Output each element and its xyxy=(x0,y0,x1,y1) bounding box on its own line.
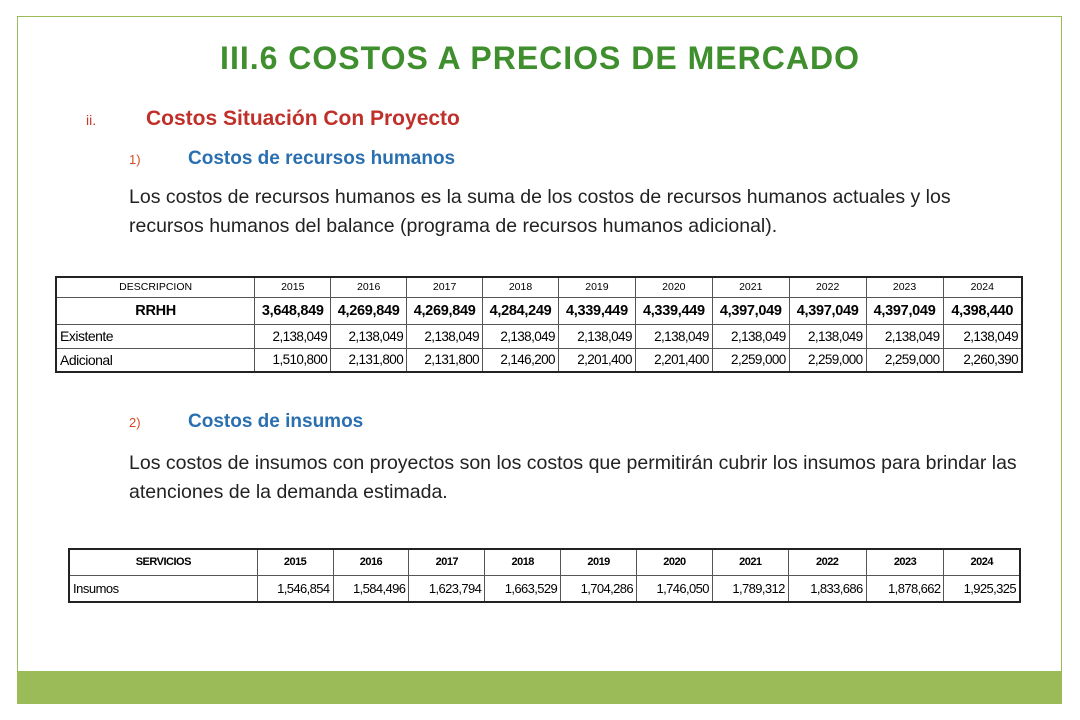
header-cell: 2016 xyxy=(331,277,407,297)
value-cell: 2,138,049 xyxy=(789,324,866,348)
header-cell: 2024 xyxy=(943,277,1022,297)
value-cell: 1,833,686 xyxy=(788,575,866,602)
table-insumos xyxy=(68,548,1021,603)
header-cell: 2018 xyxy=(483,277,559,297)
value-cell: 4,269,849 xyxy=(407,297,483,324)
table-row xyxy=(56,297,1022,324)
paragraph-insumos: Los costos de insumos con proyectos son los costos que permitirán cubrir los insumos para brindar las atenciones de la demanda estimada. xyxy=(129,452,1017,503)
header-cell: 2020 xyxy=(637,549,713,575)
value-cell: 2,146,200 xyxy=(483,348,559,372)
value-cell: 1,584,496 xyxy=(333,575,409,602)
value-cell: 1,746,050 xyxy=(637,575,713,602)
slide-title: III.6 COSTOS A PRECIOS DE MERCADO xyxy=(220,40,860,76)
subsection-title-1: Costos de recursos humanos xyxy=(188,148,456,169)
table-row xyxy=(56,324,1022,348)
value-cell: 2,138,049 xyxy=(712,324,789,348)
header-cell: SERVICIOS xyxy=(69,549,257,575)
value-cell: 1,878,662 xyxy=(866,575,944,602)
value-cell: 1,925,325 xyxy=(944,575,1020,602)
paragraph-rrhh: Los costos de recursos humanos es la suma de los costos de recursos humanos actuales y los recursos humanos del balance (programa de recursos humanos adicional). xyxy=(129,186,951,237)
value-cell: 2,138,049 xyxy=(483,324,559,348)
value-cell: 3,648,849 xyxy=(255,297,331,324)
value-cell: 2,138,049 xyxy=(866,324,943,348)
header-cell: 2017 xyxy=(409,549,485,575)
header-cell: 2015 xyxy=(255,277,331,297)
header-cell: 2023 xyxy=(866,277,943,297)
table-row xyxy=(56,348,1022,372)
value-cell: 1,510,800 xyxy=(255,348,331,372)
value-cell: 1,789,312 xyxy=(712,575,788,602)
table-row xyxy=(69,575,1020,602)
value-cell: 4,397,049 xyxy=(712,297,789,324)
header-cell: DESCRIPCION xyxy=(56,277,255,297)
subsection-number-2: 2) xyxy=(129,415,141,430)
subsection-title-2: Costos de insumos xyxy=(188,411,364,432)
value-cell: 2,201,400 xyxy=(635,348,712,372)
value-cell: 1,546,854 xyxy=(257,575,333,602)
value-cell: 2,138,049 xyxy=(331,324,407,348)
section-number: ii. xyxy=(86,112,97,128)
header-cell: 2021 xyxy=(712,549,788,575)
value-cell: 2,131,800 xyxy=(331,348,407,372)
value-cell: 2,259,000 xyxy=(789,348,866,372)
value-cell: 2,259,000 xyxy=(712,348,789,372)
value-cell: 2,260,390 xyxy=(943,348,1022,372)
header-cell: 2015 xyxy=(257,549,333,575)
table-rrhh xyxy=(55,276,1023,373)
header-cell: 2021 xyxy=(712,277,789,297)
header-cell: 2022 xyxy=(789,277,866,297)
subsection-heading-2 xyxy=(129,411,363,433)
value-cell: 1,663,529 xyxy=(485,575,561,602)
subsection-number-1: 1) xyxy=(129,152,141,167)
row-label-cell: Adicional xyxy=(56,348,255,372)
value-cell: 2,138,049 xyxy=(407,324,483,348)
row-label-cell: Insumos xyxy=(69,575,257,602)
value-cell: 2,138,049 xyxy=(635,324,712,348)
header-cell: 2017 xyxy=(407,277,483,297)
value-cell: 2,201,400 xyxy=(558,348,635,372)
value-cell: 1,623,794 xyxy=(409,575,485,602)
header-cell: 2016 xyxy=(333,549,409,575)
section-heading xyxy=(86,107,460,131)
value-cell: 4,397,049 xyxy=(789,297,866,324)
value-cell: 2,138,049 xyxy=(943,324,1022,348)
value-cell: 2,138,049 xyxy=(558,324,635,348)
header-cell: 2020 xyxy=(635,277,712,297)
table-header-row xyxy=(69,549,1020,575)
header-cell: 2019 xyxy=(558,277,635,297)
value-cell: 4,398,440 xyxy=(943,297,1022,324)
value-cell: 4,339,449 xyxy=(635,297,712,324)
subsection-heading-1 xyxy=(129,148,455,170)
row-label-cell: Existente xyxy=(56,324,255,348)
header-cell: 2024 xyxy=(944,549,1020,575)
value-cell: 2,131,800 xyxy=(407,348,483,372)
value-cell: 4,339,449 xyxy=(558,297,635,324)
header-cell: 2022 xyxy=(788,549,866,575)
value-cell: 1,704,286 xyxy=(561,575,637,602)
value-cell: 2,259,000 xyxy=(866,348,943,372)
header-cell: 2019 xyxy=(561,549,637,575)
value-cell: 4,284,249 xyxy=(483,297,559,324)
value-cell: 4,269,849 xyxy=(331,297,407,324)
header-cell: 2023 xyxy=(866,549,944,575)
value-cell: 2,138,049 xyxy=(255,324,331,348)
row-label-cell: RRHH xyxy=(56,297,255,324)
table-header-row xyxy=(56,277,1022,297)
section-title: Costos Situación Con Proyecto xyxy=(146,107,460,130)
footer-bar xyxy=(17,671,1062,704)
header-cell: 2018 xyxy=(485,549,561,575)
value-cell: 4,397,049 xyxy=(866,297,943,324)
